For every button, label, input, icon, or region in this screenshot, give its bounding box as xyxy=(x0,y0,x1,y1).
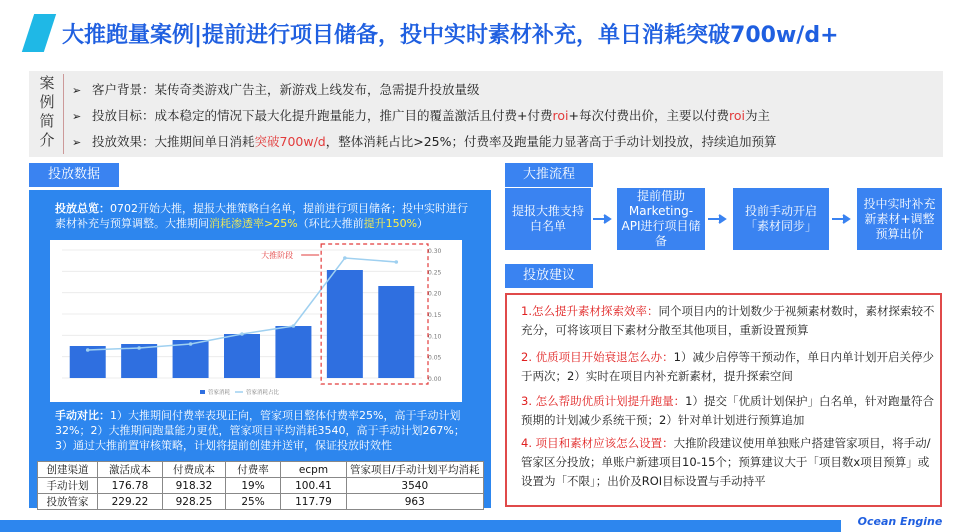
table-header-row xyxy=(38,462,484,478)
compare-text: 手动对比：1）大推期间付费率表现正向，管家项目整体付费率25%，高于手动计划32%；2）大推期间跑量能力更优，管家项目平均消耗3540，高于手动计划267%；3）通过大推前置审核策略，计划将提前创建并送审，保证投放时效性 xyxy=(55,409,465,452)
point xyxy=(189,342,193,346)
table-cell: 100.41 xyxy=(281,478,347,494)
logo-mark xyxy=(22,14,56,52)
table-cell: 176.78 xyxy=(98,478,163,494)
flow-step-2: 提前借助Marketing-API进行项目储备 xyxy=(617,188,705,250)
chart-svg xyxy=(50,240,462,402)
table-cell: 19% xyxy=(226,478,281,494)
tab-delivery-data: 投放数据 xyxy=(29,163,119,187)
point xyxy=(394,260,398,264)
point xyxy=(292,324,296,328)
case-line-goal: ➢ 投放目标：成本稳定的情况下最大化提升跑量能力，推广目的覆盖激活且付费+付费roi+每次付费出价，主要以付费roi为主 xyxy=(72,108,770,123)
case-label: 案 例 简 介 xyxy=(39,74,55,149)
point xyxy=(137,346,141,350)
legend-swatch xyxy=(200,390,205,394)
arrow-right-icon xyxy=(593,214,615,224)
tick-label: 0.10 xyxy=(428,333,442,341)
table-cell: 117.79 xyxy=(281,494,347,510)
point xyxy=(343,256,347,260)
bar xyxy=(327,270,363,378)
arrow-bullet-icon: ➢ xyxy=(72,84,82,97)
point xyxy=(86,348,90,352)
table-row xyxy=(38,494,484,510)
arrow-bullet-icon: ➢ xyxy=(72,136,82,149)
case-line-result: ➢ 投放效果：大推期间单日消耗突破700w/d，整体消耗占比>25%；付费率及跑量能力显著高于手动计划投放，持续追加预算 xyxy=(72,134,777,149)
tab-advice: 投放建议 xyxy=(505,264,593,288)
table-cell: 229.22 xyxy=(98,494,163,510)
table-header: 管家项目/手动计划平均消耗 xyxy=(347,462,484,478)
table-header: 付费成本 xyxy=(163,462,226,478)
legend-label: 管家消耗 xyxy=(208,390,231,396)
table-row xyxy=(38,478,484,494)
chart-annotation: 大推阶段 xyxy=(261,251,294,260)
table-cell: 投放管家 xyxy=(38,494,98,510)
point xyxy=(240,332,244,336)
tick-label: 0.25 xyxy=(428,269,442,277)
bar xyxy=(378,286,414,378)
compare-table xyxy=(37,461,484,510)
flow-step-4: 投中实时补充新素材+调整预算出价 xyxy=(857,188,942,250)
table-cell: 928.25 xyxy=(163,494,226,510)
table-cell: 手动计划 xyxy=(38,478,98,494)
tick-label: 0.30 xyxy=(428,248,442,255)
consumption-chart xyxy=(50,240,462,402)
table-header: 付费率 xyxy=(226,462,281,478)
arrow-right-icon xyxy=(832,214,854,224)
advice-item: 2. 优质项目开始衰退怎么办：1）减少启停等干预动作，单日内单计划开启关停少于两次；2）实时在项目内补充新素材，提升探索空间 xyxy=(521,350,934,383)
tick-label: 0.00 xyxy=(428,376,442,383)
legend-label: 管家消耗占比 xyxy=(246,390,280,396)
flow-step-1: 提报大推支持白名单 xyxy=(505,188,591,250)
table-cell: 25% xyxy=(226,494,281,510)
bar xyxy=(224,334,260,378)
tick-label: 0.15 xyxy=(428,312,442,319)
brand-logo: Ocean Engine xyxy=(841,511,959,532)
advice-item: 4. 项目和素材应该怎么设置：大推阶段建议使用单独账户搭建管家项目，将手动/管家区分投放；单账户新建项目10-15个；预算建议大于「项目数x项目预算」或设置为「不限」；出价及ROI目标设置与手动持平 xyxy=(521,436,931,488)
tab-flow: 大推流程 xyxy=(505,163,593,187)
case-divider xyxy=(63,74,64,154)
bottom-bar xyxy=(0,520,959,532)
tick-label: 0.05 xyxy=(428,354,442,362)
table-header: 创建渠道 xyxy=(38,462,98,478)
case-line-background: ➢ 客户背景：某传奇类游戏广告主，新游戏上线发布，急需提升投放量级 xyxy=(72,82,480,97)
bar xyxy=(275,326,311,378)
table-cell: 3540 xyxy=(347,478,484,494)
advice-item: 1.怎么提升素材探索效率：同个项目内的计划数少于视频素材数时，素材探索较不充分，可将该项目下素材分散至其他项目，重新设置预算 xyxy=(521,304,935,337)
arrow-bullet-icon: ➢ xyxy=(72,110,82,123)
page-title: 大推跑量案例|提前进行项目储备，投中实时素材补充，单日消耗突破700w/d+ xyxy=(62,23,839,48)
flow-step-3: 投前手动开启「素材同步」 xyxy=(733,188,829,250)
overview-text: 投放总览：0702开始大推，提报大推策略白名单，提前进行项目储备；投中实时进行素材补充与预算调整。大推期间消耗渗透率>25%（环比大推前提升150%） xyxy=(55,202,468,230)
tick-label: 0.20 xyxy=(428,290,442,298)
table-cell: 963 xyxy=(347,494,484,510)
arrow-right-icon xyxy=(708,214,730,224)
table-cell: 918.32 xyxy=(163,478,226,494)
table-header: ecpm xyxy=(281,462,347,478)
advice-item: 3. 怎么帮助优质计划提升跑量：1）提交「优质计划保护」白名单，针对跑量符合预期的计划减少系统干预；2）针对单计划进行预算追加 xyxy=(521,394,934,427)
table-header: 激活成本 xyxy=(98,462,163,478)
